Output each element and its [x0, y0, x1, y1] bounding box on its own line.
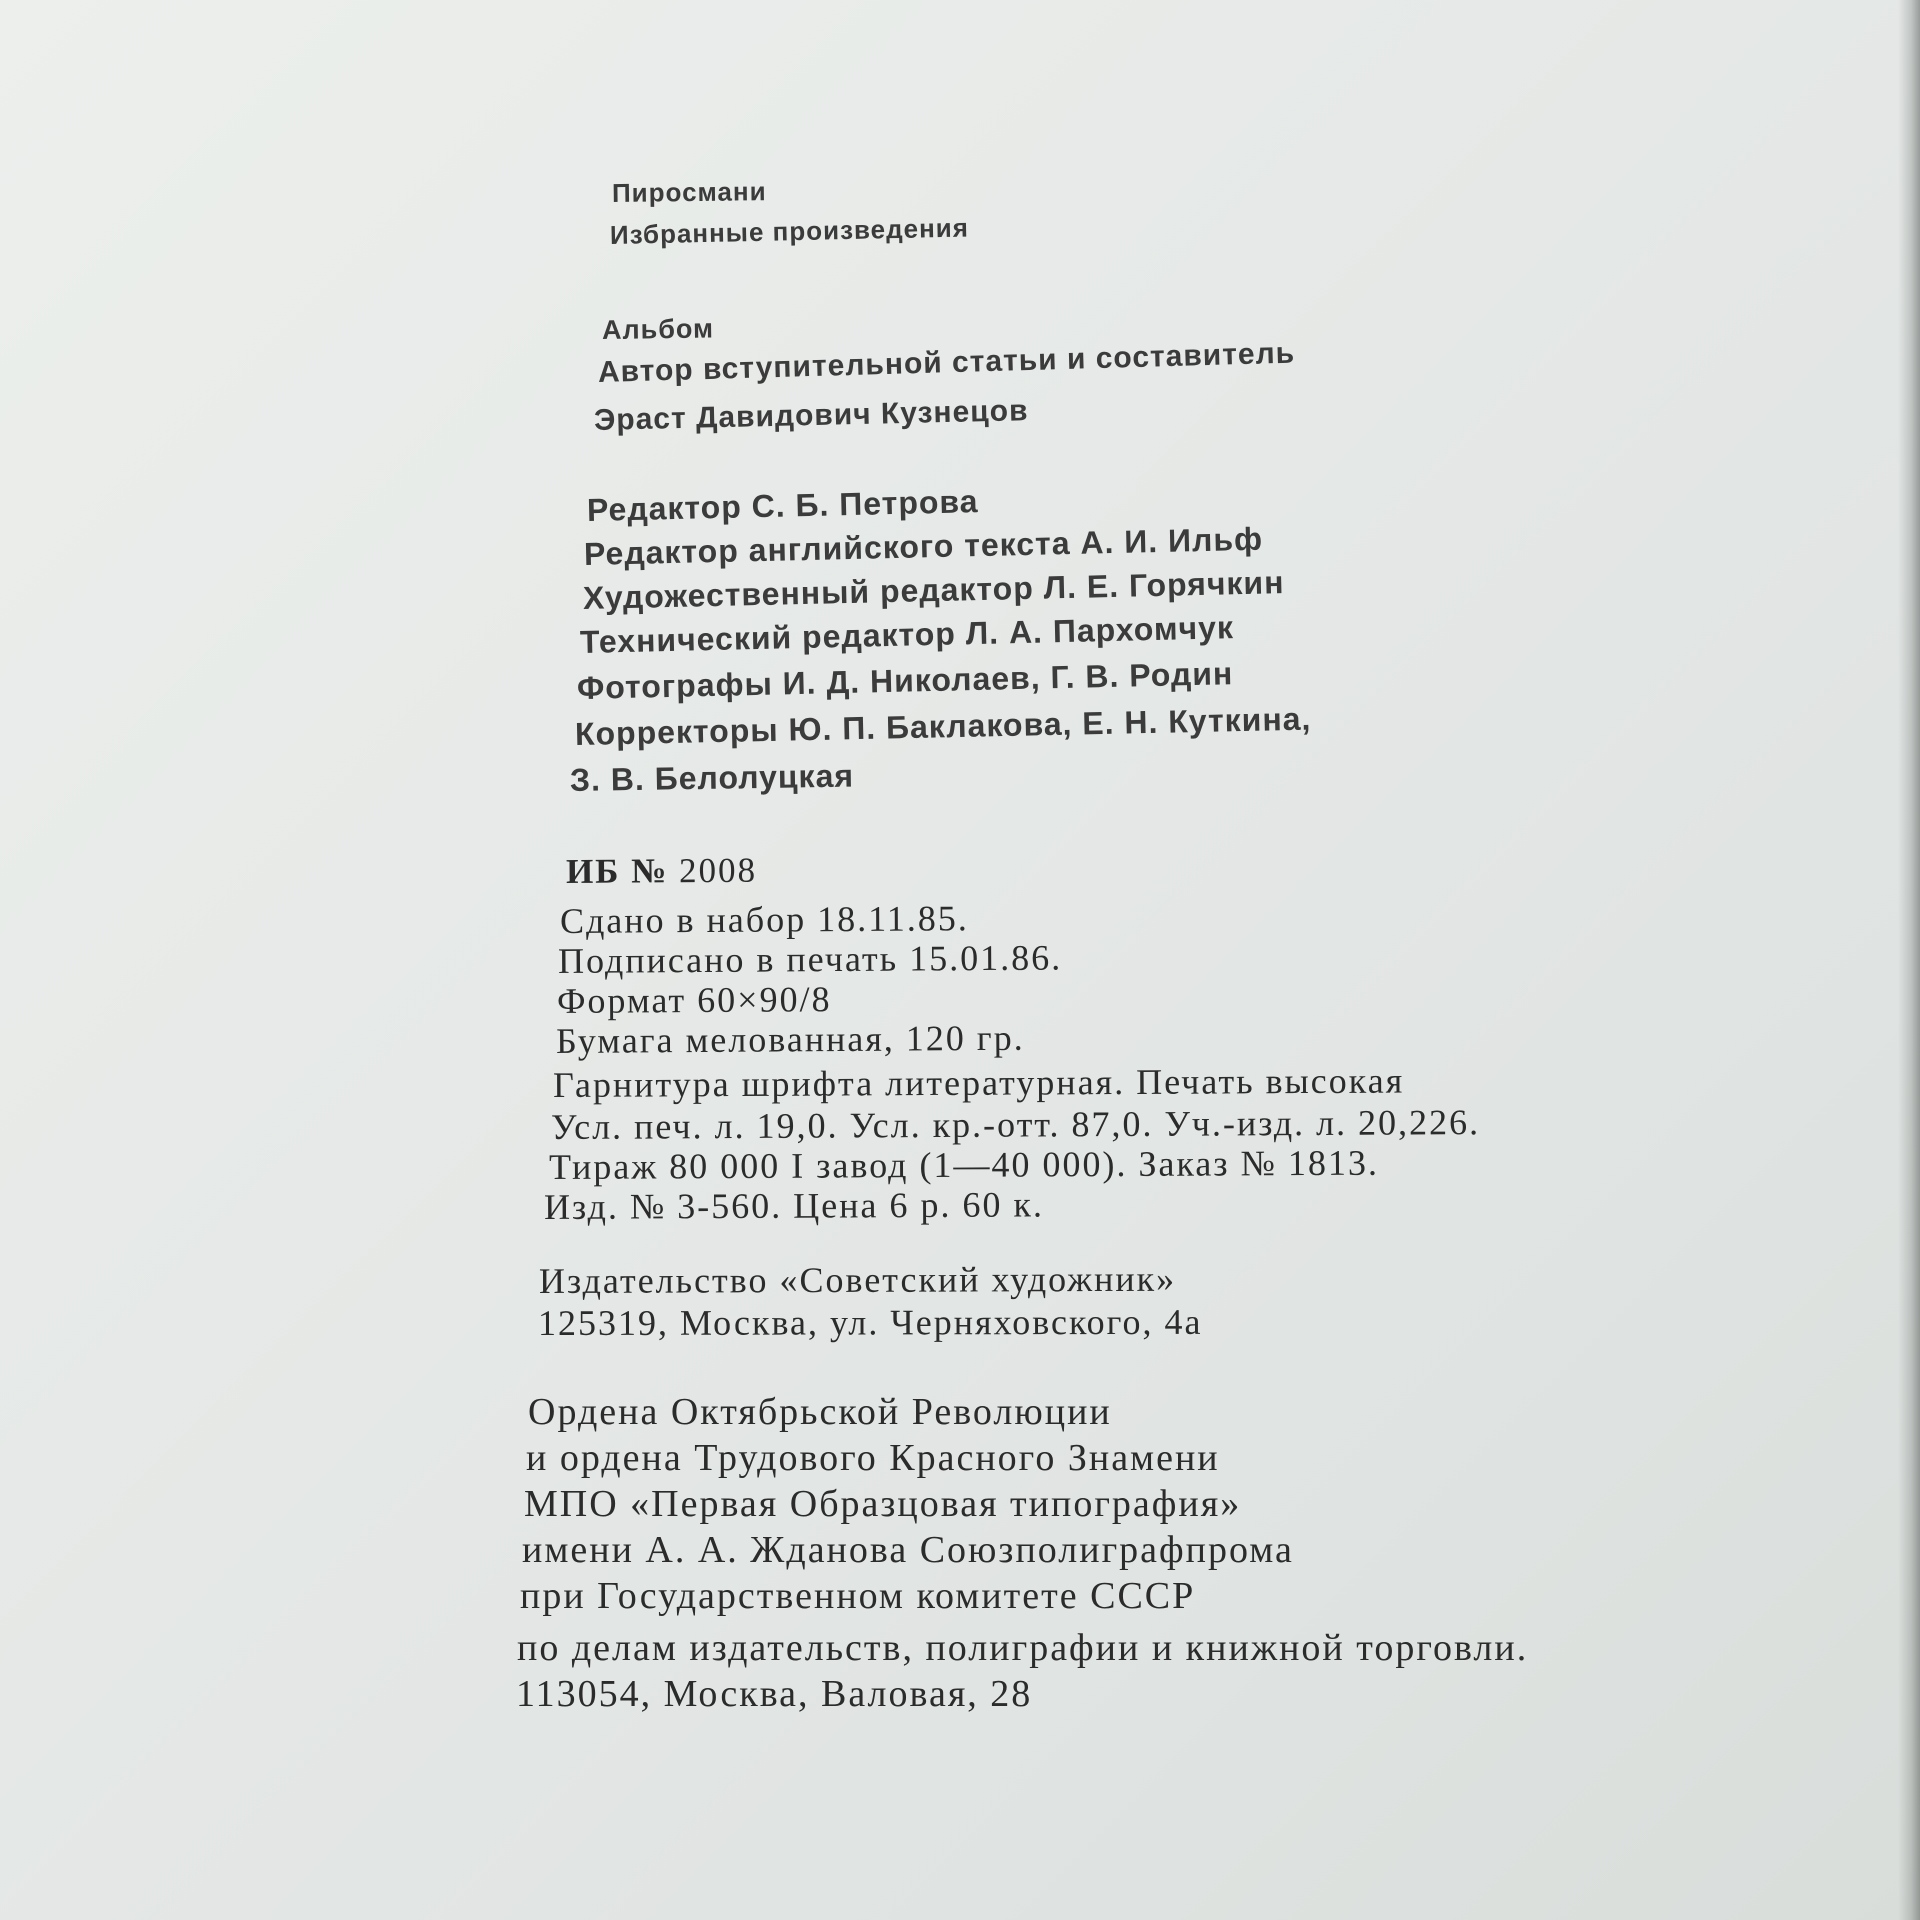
printer-line: и ордена Трудового Красного Знамени	[526, 1437, 1220, 1479]
credit-line: Фотографы И. Д. Николаев, Г. В. Родин	[576, 655, 1234, 706]
imprint-line: Подписано в печать 15.01.86.	[557, 937, 1063, 981]
printer-line: МПО «Первая Образцовая типография»	[524, 1483, 1242, 1525]
imprint-line: Формат 60×90/8	[556, 979, 832, 1021]
imprint-line: Тираж 80 000 I завод (1—40 000). Заказ № 1813.	[548, 1142, 1380, 1187]
credit-line: Художественный редактор Л. Е. Горячкин	[582, 564, 1285, 616]
ib-label: ИБ №	[565, 851, 669, 891]
compiler-role: Автор вступительной статьи и составитель	[597, 336, 1296, 389]
credit-line: Корректоры Ю. П. Баклакова, Е. Н. Куткина,	[574, 700, 1312, 752]
printer-line: 113054, Москва, Валовая, 28	[516, 1673, 1033, 1715]
credit-line: З. В. Белолуцкая	[569, 757, 855, 798]
printer-line: по делам издательств, полиграфии и книжной торговли.	[517, 1627, 1529, 1669]
book-subtitle: Избранные произведения	[609, 212, 970, 250]
credit-line: Технический редактор Л. А. Пархомчук	[579, 609, 1235, 660]
printer-line: при Государственном комитете СССР	[520, 1575, 1196, 1617]
publisher-name: Издательство «Советский художник»	[538, 1258, 1177, 1301]
ib-value: 2008	[678, 850, 758, 891]
imprint-line: Усл. печ. л. 19,0. Усл. кр.-отт. 87,0. Уч.-изд. л. 20,226.	[550, 1102, 1481, 1147]
page-edge-shadow	[1898, 0, 1920, 1920]
credit-line: Редактор английского текста А. И. Ильф	[583, 520, 1264, 572]
book-author: Пиросмани	[611, 176, 767, 208]
compiler-name: Эраст Давидович Кузнецов	[593, 394, 1029, 437]
publisher-address: 125319, Москва, ул. Черняховского, 4а	[537, 1301, 1203, 1343]
ib-number	[566, 851, 757, 892]
book-type: Альбом	[601, 313, 715, 345]
credit-line: Редактор С. Б. Петрова	[586, 483, 979, 528]
imprint-line: Сдано в набор 18.11.85.	[559, 898, 969, 941]
imprint-line: Гарнитура шрифта литературная. Печать высокая	[552, 1060, 1405, 1105]
printer-line: Ордена Октябрьской Революции	[528, 1391, 1112, 1433]
printer-line: имени А. А. Жданова Союзполиграфпрома	[522, 1529, 1294, 1571]
imprint-line: Бумага мелованная, 120 гр.	[555, 1017, 1025, 1061]
imprint-line: Изд. № 3-560. Цена 6 р. 60 к.	[543, 1184, 1045, 1227]
